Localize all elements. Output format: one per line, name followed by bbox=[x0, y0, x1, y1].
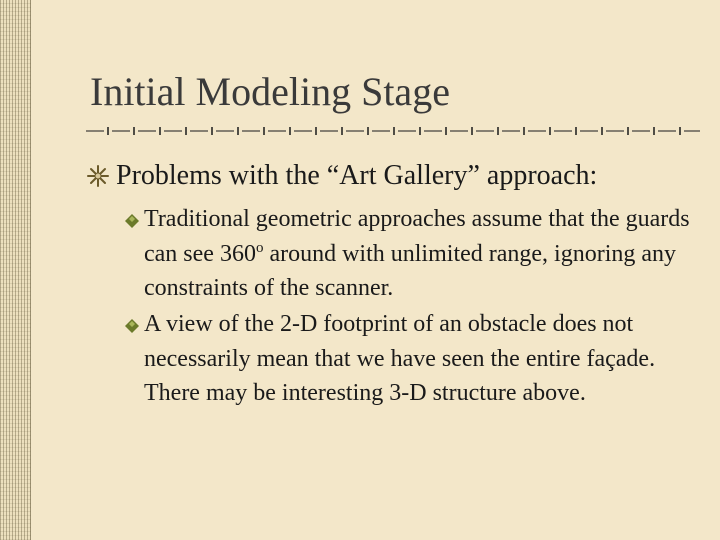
main-bullet-text: Problems with the “Art Gallery” approach: bbox=[116, 160, 598, 191]
sub-bullet bbox=[122, 307, 692, 411]
decorative-left-stripe bbox=[0, 0, 31, 540]
sub-bullet bbox=[122, 202, 692, 306]
sub-bullet-text: A view of the 2-D footprint of an obstacle does not necessarily mean that we have seen the entire façade. There may be interesting 3-D structure above. bbox=[144, 311, 656, 406]
diamond-bullet-icon bbox=[122, 316, 142, 336]
degree-superscript: o bbox=[255, 239, 264, 256]
diamond-bullet-icon bbox=[122, 211, 142, 231]
sub-bullet-text-part: around with unlimited range, ignoring any constraints of the scanner. bbox=[144, 240, 677, 301]
title-divider bbox=[86, 126, 700, 136]
sub-bullet-text bbox=[144, 202, 692, 306]
slide-title: Initial Modeling Stage bbox=[90, 69, 450, 114]
sub-bullet-text-part: Traditional geometric approaches assume that the guards can see 360 bbox=[144, 206, 690, 267]
sunburst-bullet-icon bbox=[86, 164, 110, 188]
main-bullet bbox=[86, 158, 706, 194]
